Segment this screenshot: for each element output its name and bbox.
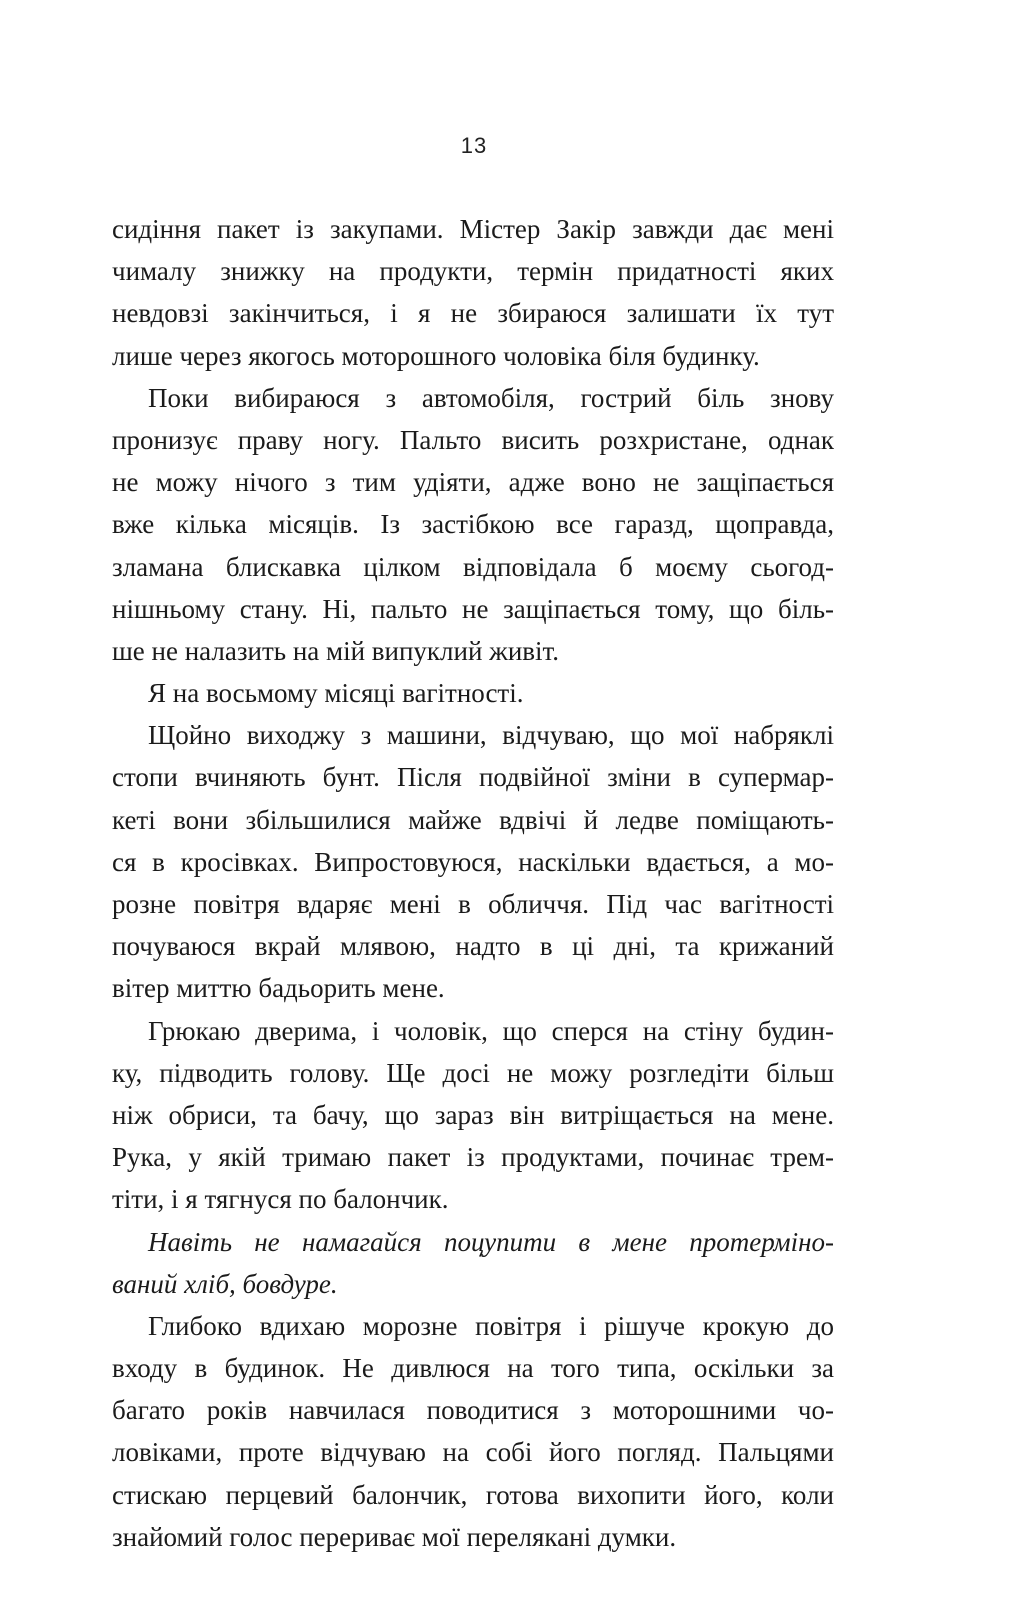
text-line: ловіками, проте відчуваю на собі його погляд. Пальцями — [112, 1437, 834, 1468]
text-line: пронизує праву ногу. Пальто висить розхристане, однак — [112, 424, 834, 455]
text-line: ше не налазить на мій випуклий живіт. — [112, 635, 560, 666]
text-line: чималу знижку на продукти, термін придатності яких — [112, 256, 834, 287]
text-line: Грюкаю дверима, і чоловік, що сперся на стіну будин- — [148, 1015, 834, 1046]
italic-text-line: ваний хліб, бовдуре. — [112, 1268, 338, 1299]
text-line: вітер миттю бадьорить мене. — [112, 973, 445, 1004]
text-line: нішньому стану. Ні, пальто не защіпається тому, що біль- — [112, 593, 834, 624]
text-line: багато років навчилася поводитися з моторошними чо- — [112, 1395, 834, 1426]
text-line: стопи вчиняють бунт. Після подвійної зміни в супермар- — [112, 762, 834, 793]
text-line: Щойно виходжу з машини, відчуваю, що мої набряклі — [148, 720, 834, 751]
text-line: вже кілька місяців. Із застібкою все гаразд, щоправда, — [112, 509, 834, 540]
text-line: сидіння пакет із закупами. Містер Закір завжди дає мені — [112, 214, 834, 244]
text-line: ся в кросівках. Випростовуюся, наскільки вдається, а мо- — [112, 846, 834, 877]
page-number: 13 — [460, 133, 488, 158]
text-line: розне повітря вдаряє мені в обличчя. Під час вагітності — [112, 889, 834, 919]
text-line: входу в будинок. Не дивлюся на того типа, оскільки за — [112, 1353, 834, 1384]
text-line: почуваюся вкрай млявою, надто в ці дні, та крижаний — [112, 931, 834, 962]
text-line: знайомий голос перериває мої перелякані думки. — [112, 1521, 677, 1552]
page-body-text — [112, 208, 834, 1558]
text-line: кеті вони збільшилися майже вдвічі й ледве поміщають- — [112, 804, 834, 835]
italic-text-line: Навіть не намагайся поцупити в мене протерміно- — [148, 1226, 834, 1257]
text-line: ку, підводить голову. Ще досі не можу розгледіти більш — [112, 1057, 834, 1088]
text-line: Поки вибираюся з автомобіля, гострий біль знову — [148, 382, 834, 413]
text-line: тіти, і я тягнуся по балончик. — [112, 1184, 449, 1215]
text-line: не можу нічого з тим удіяти, адже воно не защіпається — [112, 467, 834, 498]
text-line: зламана блискавка цілком відповідала б моєму сьогод- — [112, 551, 834, 582]
text-line: Я на восьмому місяці вагітності. — [148, 678, 524, 709]
text-line: Рука, у якій тримаю пакет із продуктами, починає трем- — [112, 1142, 834, 1173]
text-line: невдовзі закінчиться, і я не збираюся залишати їх тут — [112, 298, 834, 329]
text-line: лише через якогось моторошного чоловіка біля будинку. — [112, 340, 760, 371]
text-line: стискаю перцевий балончик, готова вихопити його, коли — [112, 1479, 834, 1510]
text-line: ніж обриси, та бачу, що зараз він витріщається на мене. — [112, 1099, 834, 1130]
text-line: Глибоко вдихаю морозне повітря і рішуче крокую до — [148, 1310, 834, 1341]
